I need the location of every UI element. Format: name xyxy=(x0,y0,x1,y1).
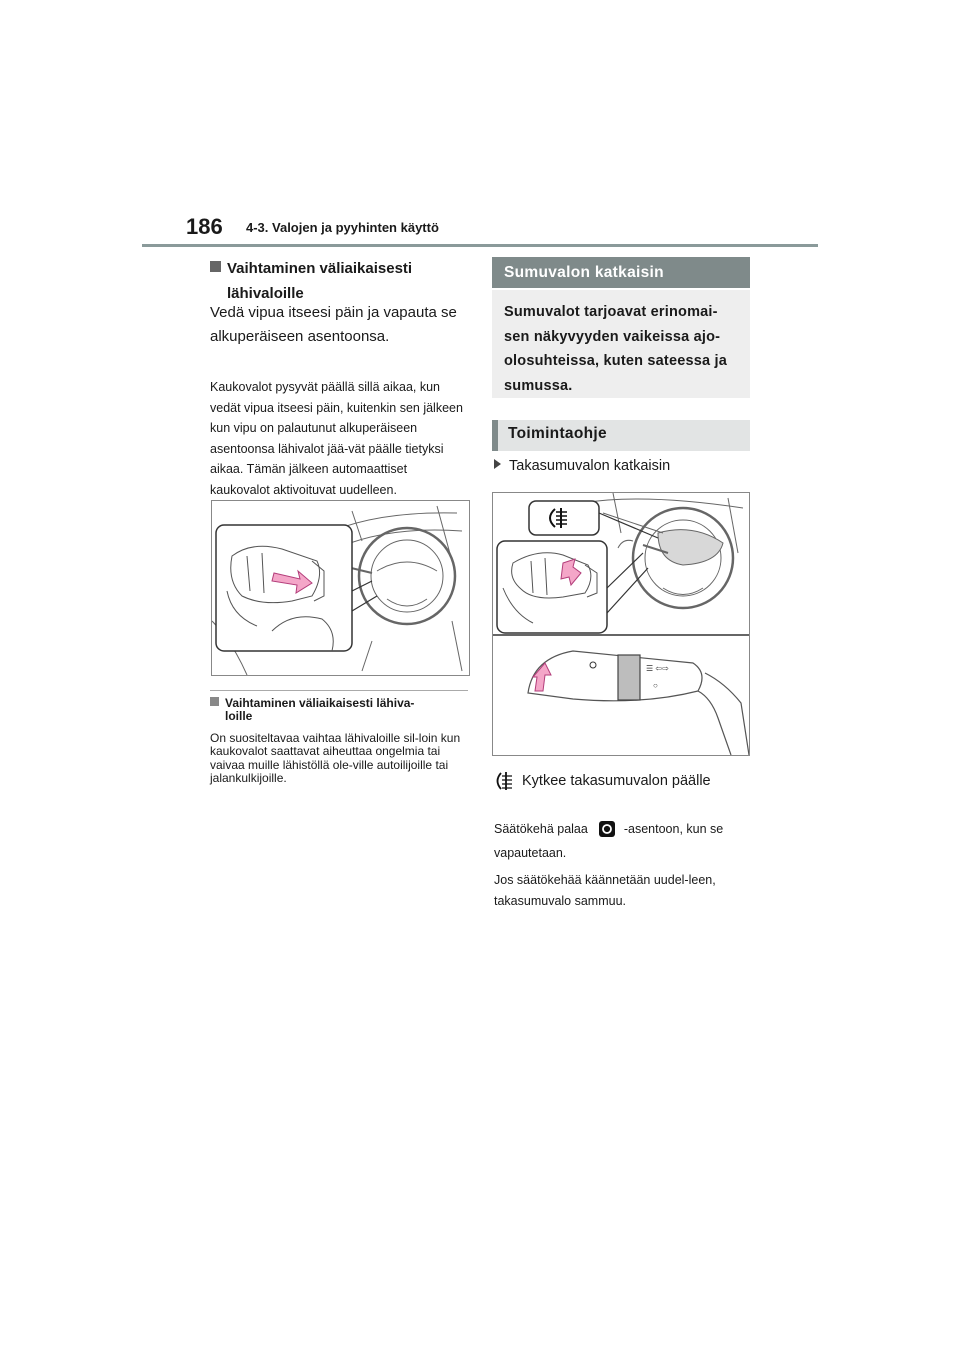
paragraph-return-after: -asentoon, kun se xyxy=(623,822,724,836)
note-heading-line-2: loille xyxy=(225,709,253,723)
note-heading-line-1: Vaihtaminen väliaikaisesti lähiva- xyxy=(225,696,415,710)
rear-fog-light-icon xyxy=(494,770,516,792)
note-separator xyxy=(210,690,468,691)
triangle-bullet-icon xyxy=(494,459,501,469)
body-paragraph: Kaukovalot pysyvät päällä sillä aikaa, kun vedät vipua itseesi päin, kuitenkin sen jälkeen kun vipu on palautunut alkuperäiseen asentoonsa lähivalot jää-vät päälle tietyksi aikaa. Tämän jälkeen automaattiset kaukovalot aktivoituvat uudelleen. xyxy=(210,380,463,497)
lead-paragraph: Vedä vipua itseesi päin ja vapauta se alkuperäiseen asentoonsa. xyxy=(210,304,457,345)
rear-fog-switch-illustration xyxy=(493,493,749,755)
note-paragraph: On suositeltavaa vaihtaa lähivaloille sil-loin kun kaukovalot saattavat aiheuttaa ongelmia tai vaivaa muille lähistöllä ole-ville autoilijoille tai jalankulkijoille. xyxy=(210,731,461,785)
header-rule xyxy=(142,244,818,247)
square-bullet-icon xyxy=(210,261,221,272)
svg-text:○: ○ xyxy=(653,681,658,690)
paragraph-turn-again: Jos säätökehää käännetään uudel-leen, takasumuvalo sammuu. xyxy=(494,873,716,908)
note-heading xyxy=(210,697,468,723)
figure-rear-fog-switch xyxy=(492,492,750,756)
info-box: Sumuvalot tarjoavat erinomai-sen näkyvyyden vaikeissa ajo-olosuhteissa, kuten sateessa ja sumussa. xyxy=(492,290,750,398)
heading-line-2: lähivaloille xyxy=(227,285,304,302)
section-banner: Sumuvalon katkaisin xyxy=(492,257,750,288)
square-bullet-icon xyxy=(210,697,219,706)
figure-lever-pull xyxy=(211,500,470,676)
page-number: 186 xyxy=(186,214,223,239)
heading-line-1: Vaihtaminen väliaikaisesti xyxy=(227,260,413,277)
bullet-rear-fog-switch xyxy=(494,458,670,474)
bullet-label: Takasumuvalon katkaisin xyxy=(509,458,671,474)
sub-banner: Toimintaohje xyxy=(492,420,750,451)
off-position-icon xyxy=(598,820,616,838)
legend-rear-fog xyxy=(494,770,711,792)
svg-text:☰ ⇦⇨: ☰ ⇦⇨ xyxy=(646,664,669,673)
section-title: 4-3. Valojen ja pyyhinten käyttö xyxy=(246,220,439,235)
paragraph-release: vapautetaan. xyxy=(494,846,567,860)
paragraph-return-before: Säätökehä palaa xyxy=(494,822,588,836)
lever-pull-illustration xyxy=(212,501,469,675)
paragraph-return xyxy=(494,820,723,838)
legend-label: Kytkee takasumuvalon päälle xyxy=(522,773,711,789)
heading-temporary-low-beam xyxy=(210,256,470,306)
